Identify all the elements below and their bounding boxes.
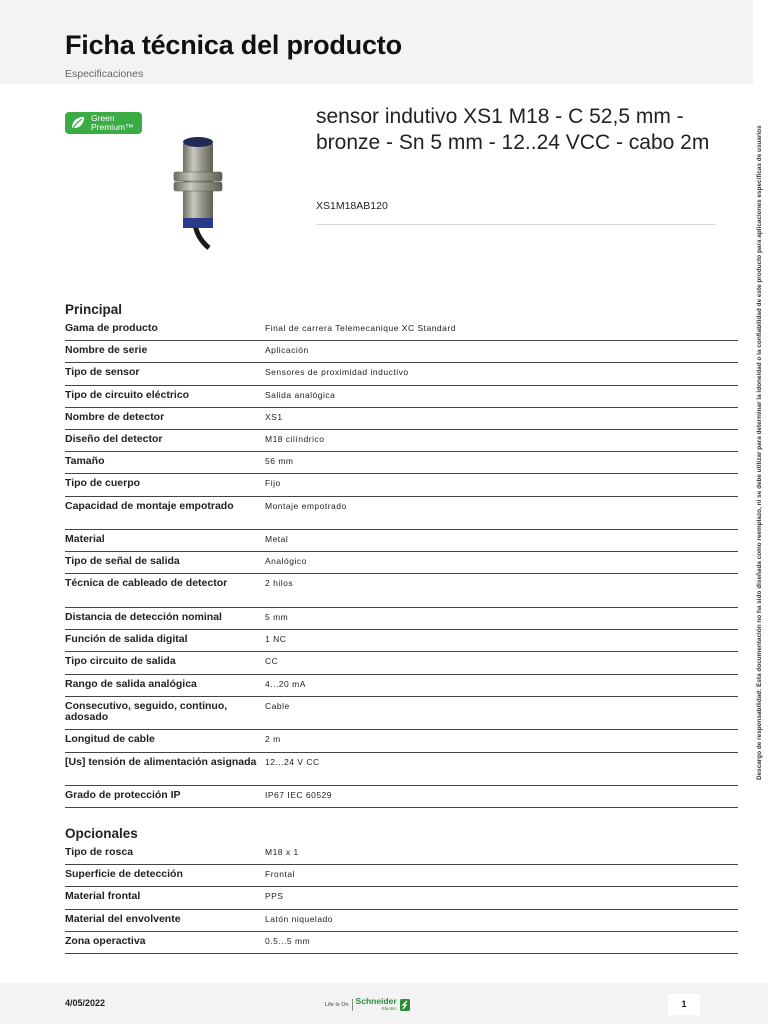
badge-text — [91, 114, 134, 132]
row-value: 5 mm — [265, 612, 289, 623]
row-label: [Us] tensión de alimentación asignada — [65, 755, 257, 768]
product-reference: XS1M18AB120 — [316, 200, 388, 212]
schneider-logo — [325, 996, 410, 1014]
table-row — [65, 474, 738, 496]
table-row — [65, 319, 738, 341]
row-label: Material del envolvente — [65, 912, 181, 925]
row-value: IP67 IEC 60529 — [265, 790, 333, 801]
row-label: Técnica de cableado de detector — [65, 577, 228, 590]
row-value: Aplicación — [265, 345, 309, 356]
table-row — [65, 574, 738, 608]
row-value: Latón niquelado — [265, 913, 334, 924]
row-value: Fijo — [265, 478, 281, 489]
page-footer — [0, 983, 768, 1024]
row-label: Nombre de serie — [65, 344, 148, 357]
logo-separator — [352, 999, 353, 1011]
row-label: Distancia de detección nominal — [65, 611, 222, 624]
row-label: Rango de salida analógica — [65, 677, 197, 690]
table-row — [65, 753, 738, 787]
row-label: Nombre de detector — [65, 410, 165, 423]
section-title-opcionales: Opcionales — [65, 826, 138, 841]
table-row — [65, 932, 738, 954]
row-label: Superficie de detección — [65, 868, 183, 881]
disclaimer — [752, 125, 763, 780]
row-label: Gama de producto — [65, 322, 158, 334]
disclaimer-text: Descargo de responsabilidad: Esta documentación no ha sido diseñada como reemplazo, ni se debe utilizar para determinar la idoneidad o la confiabilidad de este producto para aplicaciones específicas de usuarios — [756, 125, 763, 780]
table-row — [65, 452, 738, 474]
row-value: XS1 — [265, 411, 283, 422]
row-label: Tamaño — [65, 455, 105, 468]
product-image — [165, 132, 235, 252]
table-row — [65, 408, 738, 430]
table-row — [65, 786, 738, 808]
page-title: Ficha técnica del producto — [65, 30, 402, 60]
table-row — [65, 910, 738, 932]
table-row — [65, 497, 738, 531]
row-value: CC — [265, 656, 279, 667]
product-title: sensor indutivo XS1 M18 - C 52,5 mm - bronze - Sn 5 mm - 12..24 VCC - cabo 2m — [316, 105, 710, 154]
row-label: Capacidad de montaje empotrado — [65, 499, 234, 512]
row-label: Tipo de rosca — [65, 846, 134, 858]
row-value: M18 cilíndrico — [265, 433, 325, 444]
row-label: Función de salida digital — [65, 633, 188, 646]
row-label: Consecutivo, seguido, continuo, adosado — [65, 699, 228, 724]
row-label: Longitud de cable — [65, 733, 155, 746]
opcionales-table — [65, 843, 738, 954]
table-row — [65, 430, 738, 452]
row-label: Tipo de cuerpo — [65, 477, 141, 490]
row-label: Grado de protección IP — [65, 789, 181, 802]
leaf-icon — [70, 116, 86, 130]
table-row — [65, 730, 738, 752]
row-label: Tipo circuito de salida — [65, 655, 176, 668]
badge-line-1: Green — [91, 113, 115, 123]
table-row — [65, 341, 738, 363]
row-value: M18 x 1 — [265, 847, 299, 857]
row-value: 56 mm — [265, 456, 294, 467]
row-value: Montaje empotrado — [265, 500, 347, 511]
row-value: Sensores de proximidad inductivo — [265, 367, 409, 378]
logo-brand-name: Schneider — [355, 996, 397, 1006]
page-number: 1 — [668, 994, 700, 1015]
row-value: Analógico — [265, 556, 307, 567]
table-row — [65, 386, 738, 408]
row-label: Zona operactiva — [65, 934, 146, 947]
row-value: 1 NC — [265, 634, 287, 645]
green-premium-badge — [65, 112, 142, 134]
table-row — [65, 630, 738, 652]
row-value: 4...20 mA — [265, 678, 306, 689]
row-value: Frontal — [265, 869, 295, 880]
row-value: Cable — [265, 700, 290, 711]
table-row — [65, 363, 738, 385]
row-label: Tipo de circuito eléctrico — [65, 388, 190, 401]
row-label: Material — [65, 533, 105, 546]
row-label: Tipo de sensor — [65, 366, 140, 379]
table-row — [65, 843, 738, 865]
table-row — [65, 530, 738, 552]
row-value: Metal — [265, 534, 289, 545]
table-row — [65, 608, 738, 630]
row-value: Salida analógica — [265, 389, 336, 400]
row-value: PPS — [265, 891, 284, 902]
principal-table — [65, 319, 738, 808]
row-value: Final de carrera Telemecanique XC Standard — [265, 323, 456, 333]
row-value: 2 hilos — [265, 578, 294, 589]
row-value: 2 m — [265, 734, 281, 745]
row-value: 0.5...5 mm — [265, 935, 311, 946]
logo-brand — [356, 997, 397, 1013]
table-row — [65, 675, 738, 697]
badge-line-2: Premium™ — [91, 122, 134, 132]
table-row — [65, 552, 738, 574]
table-row — [65, 865, 738, 887]
page-subtitle: Especificaciones — [65, 68, 144, 80]
footer-date: 4/05/2022 — [65, 998, 106, 1008]
table-row — [65, 697, 738, 731]
row-label: Diseño del detector — [65, 432, 163, 445]
schneider-icon — [400, 999, 410, 1011]
row-label: Tipo de señal de salida — [65, 555, 180, 568]
section-title-principal: Principal — [65, 302, 123, 317]
row-value: 12...24 V CC — [265, 756, 320, 767]
logo-tagline: Life Is On — [325, 1002, 349, 1008]
row-label: Material frontal — [65, 890, 141, 903]
table-row — [65, 652, 738, 674]
logo-brand-sub: Electric — [381, 1006, 397, 1011]
table-row — [65, 887, 738, 909]
page-header — [0, 0, 753, 84]
divider — [316, 224, 716, 225]
